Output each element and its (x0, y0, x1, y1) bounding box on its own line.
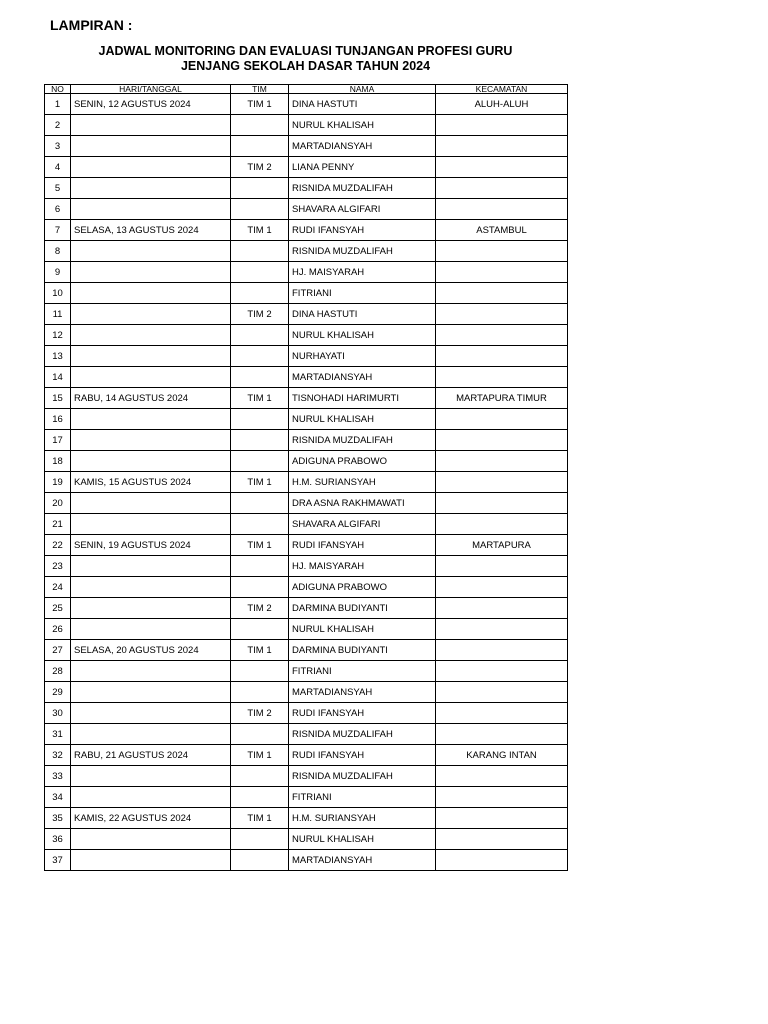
cell-no: 24 (45, 577, 71, 598)
cell-nama: NURUL KHALISAH (289, 829, 436, 850)
cell-tim (231, 514, 289, 535)
cell-nama: RISNIDA MUZDALIFAH (289, 178, 436, 199)
cell-tim: TIM 1 (231, 745, 289, 766)
cell-no: 27 (45, 640, 71, 661)
cell-kecamatan (436, 661, 568, 682)
cell-hari-tanggal (71, 430, 231, 451)
cell-hari-tanggal (71, 724, 231, 745)
cell-hari-tanggal (71, 514, 231, 535)
cell-no: 9 (45, 262, 71, 283)
table-row (45, 220, 568, 241)
cell-no: 23 (45, 556, 71, 577)
cell-nama: MARTADIANSYAH (289, 367, 436, 388)
cell-tim (231, 136, 289, 157)
cell-nama: DINA HASTUTI (289, 94, 436, 115)
cell-no: 3 (45, 136, 71, 157)
table-row (45, 556, 568, 577)
cell-tim: TIM 1 (231, 388, 289, 409)
cell-hari-tanggal: SENIN, 19 AGUSTUS 2024 (71, 535, 231, 556)
cell-kecamatan (436, 850, 568, 871)
cell-tim: TIM 1 (231, 535, 289, 556)
cell-hari-tanggal: SELASA, 13 AGUSTUS 2024 (71, 220, 231, 241)
header-nama: NAMA (289, 85, 436, 94)
cell-hari-tanggal (71, 409, 231, 430)
cell-hari-tanggal (71, 661, 231, 682)
cell-nama: NURUL KHALISAH (289, 409, 436, 430)
table-row (45, 787, 568, 808)
cell-no: 35 (45, 808, 71, 829)
table-row (45, 199, 568, 220)
cell-hari-tanggal (71, 703, 231, 724)
cell-kecamatan (436, 409, 568, 430)
cell-no: 25 (45, 598, 71, 619)
cell-no: 29 (45, 682, 71, 703)
cell-no: 19 (45, 472, 71, 493)
cell-no: 1 (45, 94, 71, 115)
cell-hari-tanggal: KAMIS, 15 AGUSTUS 2024 (71, 472, 231, 493)
document-title: JADWAL MONITORING DAN EVALUASI TUNJANGAN PROFESI GURU (98, 44, 513, 58)
cell-hari-tanggal (71, 619, 231, 640)
table-row (45, 430, 568, 451)
cell-nama: RISNIDA MUZDALIFAH (289, 241, 436, 262)
cell-hari-tanggal (71, 850, 231, 871)
cell-hari-tanggal (71, 262, 231, 283)
table-row (45, 472, 568, 493)
cell-hari-tanggal (71, 787, 231, 808)
cell-tim: TIM 1 (231, 94, 289, 115)
cell-kecamatan (436, 451, 568, 472)
cell-no: 30 (45, 703, 71, 724)
cell-nama: LIANA PENNY (289, 157, 436, 178)
header-no: NO (45, 85, 71, 94)
cell-kecamatan (436, 241, 568, 262)
cell-no: 28 (45, 661, 71, 682)
header-hari-tanggal: HARI/TANGGAL (71, 85, 231, 94)
cell-kecamatan (436, 787, 568, 808)
table-row (45, 262, 568, 283)
cell-kecamatan: MARTAPURA (436, 535, 568, 556)
cell-hari-tanggal (71, 451, 231, 472)
cell-kecamatan (436, 262, 568, 283)
table-row (45, 451, 568, 472)
table-header-row (45, 85, 568, 94)
cell-tim (231, 577, 289, 598)
cell-kecamatan: ASTAMBUL (436, 220, 568, 241)
cell-no: 10 (45, 283, 71, 304)
cell-tim: TIM 1 (231, 808, 289, 829)
cell-tim (231, 451, 289, 472)
cell-nama: MARTADIANSYAH (289, 136, 436, 157)
cell-tim (231, 766, 289, 787)
cell-kecamatan: ALUH-ALUH (436, 94, 568, 115)
cell-nama: H.M. SURIANSYAH (289, 808, 436, 829)
cell-no: 4 (45, 157, 71, 178)
cell-nama: DINA HASTUTI (289, 304, 436, 325)
cell-kecamatan (436, 724, 568, 745)
cell-nama: HJ. MAISYARAH (289, 262, 436, 283)
cell-tim: TIM 1 (231, 220, 289, 241)
cell-tim (231, 367, 289, 388)
cell-no: 18 (45, 451, 71, 472)
cell-hari-tanggal: KAMIS, 22 AGUSTUS 2024 (71, 808, 231, 829)
cell-tim: TIM 2 (231, 598, 289, 619)
cell-no: 16 (45, 409, 71, 430)
table-row (45, 409, 568, 430)
cell-nama: NURUL KHALISAH (289, 619, 436, 640)
cell-no: 21 (45, 514, 71, 535)
cell-tim (231, 493, 289, 514)
table-row (45, 367, 568, 388)
cell-nama: RUDI IFANSYAH (289, 703, 436, 724)
cell-hari-tanggal (71, 325, 231, 346)
cell-hari-tanggal: SELASA, 20 AGUSTUS 2024 (71, 640, 231, 661)
cell-kecamatan (436, 766, 568, 787)
cell-tim (231, 787, 289, 808)
cell-tim (231, 241, 289, 262)
cell-no: 7 (45, 220, 71, 241)
cell-nama: FITRIANI (289, 283, 436, 304)
cell-tim: TIM 1 (231, 472, 289, 493)
lampiran-label: LAMPIRAN : (50, 17, 133, 33)
cell-hari-tanggal (71, 493, 231, 514)
cell-kecamatan: KARANG INTAN (436, 745, 568, 766)
cell-hari-tanggal (71, 136, 231, 157)
cell-no: 6 (45, 199, 71, 220)
table-row (45, 241, 568, 262)
cell-hari-tanggal: SENIN, 12 AGUSTUS 2024 (71, 94, 231, 115)
cell-kecamatan (436, 703, 568, 724)
cell-tim (231, 850, 289, 871)
table-row (45, 283, 568, 304)
table-row (45, 619, 568, 640)
cell-tim (231, 178, 289, 199)
cell-nama: FITRIANI (289, 661, 436, 682)
cell-tim (231, 682, 289, 703)
cell-kecamatan (436, 514, 568, 535)
cell-no: 22 (45, 535, 71, 556)
document-subtitle: JENJANG SEKOLAH DASAR TAHUN 2024 (180, 59, 431, 73)
cell-no: 11 (45, 304, 71, 325)
cell-hari-tanggal (71, 178, 231, 199)
cell-kecamatan (436, 682, 568, 703)
cell-tim (231, 199, 289, 220)
table-row (45, 115, 568, 136)
cell-hari-tanggal (71, 346, 231, 367)
header-kecamatan: KECAMATAN (436, 85, 568, 94)
table-row (45, 178, 568, 199)
cell-nama: DARMINA BUDIYANTI (289, 640, 436, 661)
cell-nama: FITRIANI (289, 787, 436, 808)
cell-no: 37 (45, 850, 71, 871)
table-row (45, 388, 568, 409)
cell-nama: RISNIDA MUZDALIFAH (289, 724, 436, 745)
cell-no: 26 (45, 619, 71, 640)
table-row (45, 577, 568, 598)
cell-kecamatan (436, 283, 568, 304)
cell-kecamatan (436, 619, 568, 640)
table-row (45, 850, 568, 871)
table-row (45, 535, 568, 556)
cell-no: 5 (45, 178, 71, 199)
cell-no: 17 (45, 430, 71, 451)
cell-kecamatan (436, 346, 568, 367)
cell-hari-tanggal (71, 241, 231, 262)
cell-nama: NURHAYATI (289, 346, 436, 367)
cell-nama: MARTADIANSYAH (289, 850, 436, 871)
cell-nama: ADIGUNA PRABOWO (289, 577, 436, 598)
cell-kecamatan (436, 472, 568, 493)
header-tim: TIM (231, 85, 289, 94)
cell-kecamatan (436, 556, 568, 577)
table-row (45, 94, 568, 115)
cell-no: 33 (45, 766, 71, 787)
cell-no: 34 (45, 787, 71, 808)
cell-nama: NURUL KHALISAH (289, 325, 436, 346)
table-row (45, 661, 568, 682)
cell-kecamatan (436, 325, 568, 346)
table-row (45, 136, 568, 157)
cell-hari-tanggal (71, 115, 231, 136)
cell-kecamatan (436, 136, 568, 157)
cell-kecamatan (436, 829, 568, 850)
cell-hari-tanggal (71, 283, 231, 304)
cell-no: 36 (45, 829, 71, 850)
cell-tim (231, 430, 289, 451)
cell-kecamatan (436, 430, 568, 451)
cell-no: 15 (45, 388, 71, 409)
cell-kecamatan: MARTAPURA TIMUR (436, 388, 568, 409)
table-row (45, 514, 568, 535)
cell-tim (231, 115, 289, 136)
cell-hari-tanggal (71, 682, 231, 703)
table-row (45, 703, 568, 724)
cell-tim: TIM 2 (231, 304, 289, 325)
cell-tim (231, 619, 289, 640)
table-row (45, 724, 568, 745)
table-row (45, 766, 568, 787)
cell-no: 14 (45, 367, 71, 388)
cell-nama: SHAVARA ALGIFARI (289, 514, 436, 535)
cell-hari-tanggal: RABU, 14 AGUSTUS 2024 (71, 388, 231, 409)
cell-nama: TISNOHADI HARIMURTI (289, 388, 436, 409)
cell-nama: ADIGUNA PRABOWO (289, 451, 436, 472)
cell-hari-tanggal (71, 367, 231, 388)
cell-nama: MARTADIANSYAH (289, 682, 436, 703)
cell-nama: RUDI IFANSYAH (289, 220, 436, 241)
cell-tim (231, 724, 289, 745)
cell-tim: TIM 1 (231, 640, 289, 661)
table-row (45, 304, 568, 325)
cell-nama: NURUL KHALISAH (289, 115, 436, 136)
cell-tim: TIM 2 (231, 157, 289, 178)
cell-tim (231, 556, 289, 577)
cell-no: 20 (45, 493, 71, 514)
cell-no: 8 (45, 241, 71, 262)
cell-nama: H.M. SURIANSYAH (289, 472, 436, 493)
cell-hari-tanggal (71, 766, 231, 787)
cell-kecamatan (436, 598, 568, 619)
cell-hari-tanggal (71, 304, 231, 325)
table-row (45, 493, 568, 514)
cell-tim (231, 409, 289, 430)
cell-kecamatan (436, 367, 568, 388)
cell-kecamatan (436, 115, 568, 136)
cell-nama: RISNIDA MUZDALIFAH (289, 766, 436, 787)
cell-tim (231, 283, 289, 304)
cell-nama: RISNIDA MUZDALIFAH (289, 430, 436, 451)
cell-hari-tanggal (71, 577, 231, 598)
cell-kecamatan (436, 157, 568, 178)
cell-hari-tanggal (71, 556, 231, 577)
cell-tim (231, 262, 289, 283)
table-row (45, 325, 568, 346)
cell-kecamatan (436, 808, 568, 829)
cell-hari-tanggal (71, 598, 231, 619)
cell-hari-tanggal (71, 829, 231, 850)
table-row (45, 598, 568, 619)
cell-tim (231, 346, 289, 367)
cell-no: 2 (45, 115, 71, 136)
cell-nama: RUDI IFANSYAH (289, 745, 436, 766)
table-row (45, 346, 568, 367)
cell-tim: TIM 2 (231, 703, 289, 724)
table-row (45, 682, 568, 703)
table-row (45, 745, 568, 766)
table-row (45, 640, 568, 661)
cell-no: 12 (45, 325, 71, 346)
table-row (45, 808, 568, 829)
cell-no: 31 (45, 724, 71, 745)
cell-tim (231, 829, 289, 850)
cell-nama: SHAVARA ALGIFARI (289, 199, 436, 220)
cell-hari-tanggal (71, 199, 231, 220)
cell-kecamatan (436, 640, 568, 661)
cell-no: 32 (45, 745, 71, 766)
cell-nama: RUDI IFANSYAH (289, 535, 436, 556)
cell-kecamatan (436, 304, 568, 325)
table-row (45, 157, 568, 178)
cell-kecamatan (436, 577, 568, 598)
cell-hari-tanggal: RABU, 21 AGUSTUS 2024 (71, 745, 231, 766)
cell-kecamatan (436, 199, 568, 220)
cell-nama: HJ. MAISYARAH (289, 556, 436, 577)
cell-kecamatan (436, 493, 568, 514)
cell-nama: DRA ASNA RAKHMAWATI (289, 493, 436, 514)
schedule-table (44, 84, 568, 871)
cell-no: 13 (45, 346, 71, 367)
table-row (45, 829, 568, 850)
cell-nama: DARMINA BUDIYANTI (289, 598, 436, 619)
cell-tim (231, 661, 289, 682)
cell-kecamatan (436, 178, 568, 199)
cell-hari-tanggal (71, 157, 231, 178)
cell-tim (231, 325, 289, 346)
